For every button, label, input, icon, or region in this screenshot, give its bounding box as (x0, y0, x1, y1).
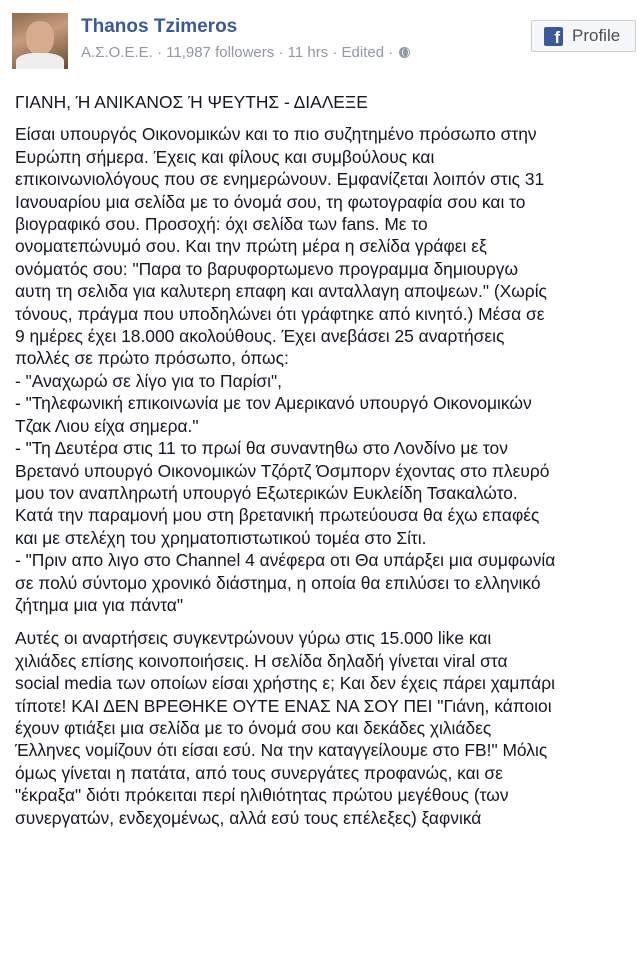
post-text-line: τόνους, πράγμα που υποδηλώνει ότι γράφτηκε από κινητό.) Μέσα σε (15, 303, 545, 324)
post-text-line: "έκραξα" διότι πρόκειται περί ηλιθιότητας πρώτου μεγέθους (των (15, 785, 509, 806)
post-header (0, 0, 640, 80)
post-text-line: αυτη τη σελιδα για καλυτερη επαφη και ανταλλαγη αποψεων." (Χωρίς (15, 281, 547, 302)
post-text-line: Βρετανό υπουργό Οικονομικών Τζόρτζ Όσμπορν έχοντας στο πλευρό (15, 460, 550, 481)
post-text-line: όμως γίνεται η πατάτα, από τους συνεργάτες προφανώς, και σε (15, 762, 503, 783)
globe-icon[interactable] (399, 47, 410, 58)
meta-separator: · (278, 44, 284, 61)
post-text-line: χιλιάδες επίσης κοινοποιήσεις. Η σελίδα δηλαδή γίνεται viral στα (15, 650, 508, 671)
post-text-line: τίποτε! ΚΑΙ ΔΕΝ ΒΡΕΘΗΚΕ ΟΥΤΕ ΕΝΑΣ ΝΑ ΣΟΥ ΠΕΙ "Γιάνη, κάποιοι (15, 695, 552, 716)
meta-separator: · (332, 44, 338, 61)
post-text-line: - "Τηλεφωνική επικοινωνία με τον Αμερικανό υπουργό Οικονομικών (15, 393, 532, 414)
avatar-face (26, 21, 54, 55)
post-text-line: ονόματός σου: "Παρα το βαρυφορτωμενο προγραμμα δημιουργω (15, 258, 519, 279)
post-text-line: Έλληνες νομίζουν ότι είσαι εσύ. Να την καταγγείλουμε στο FB!" Μόλις (15, 740, 548, 761)
post-text-line: Κατά την παραμονή μου στη βρετανική πρωτεύουσα θα έχω επαφές (15, 505, 540, 526)
post-text-line: σε πολύ σύντομο χρονικό διάστημα, η οποία θα επιλύσει το ελληνικό (15, 572, 541, 593)
post-text-line: - "Αναχωρώ σε λίγο για το Παρίσι", (15, 370, 282, 391)
post-text-line: έχουν φτιάξει μια σελίδα με το όνομά σου και δεκάδες χιλιάδες (15, 717, 492, 738)
post-paragraph-1 (15, 123, 635, 616)
avatar-shirt (16, 53, 64, 69)
post-paragraph-2 (15, 627, 635, 829)
post-text-line: ζήτημα μια για πάντα" (15, 594, 184, 615)
post-text-line: πολλές σε πρώτο πρόσωπο, όπως: (15, 348, 289, 369)
profile-button-label: Profile (572, 26, 621, 45)
post-text-line: social media των οποίων είσαι χρήστης ε; Και δεν έχεις πάρει χαμπάρι (15, 673, 555, 694)
author-name[interactable]: Thanos Tzimeros (81, 16, 238, 37)
post-text-line: Ιανουαρίου μια σελίδα με το όνομά σου, τη φωτογραφία σου και το (15, 191, 526, 212)
post-text-line: ονοματεπώνυμό σου. Και την πρώτη μέρα η σελίδα γράφει εξ (15, 236, 487, 257)
post-text-line: Ευρώπη σήμερα. Έχεις και φίλους και συμβούλους και (15, 146, 435, 167)
post-text-line: μου τον αναπληρωτή υπουργό Εξωτερικών Ευκλείδη Τσακαλώτο. (15, 482, 518, 503)
post-text-line: Τζακ Λιου είχα σημερα." (15, 415, 199, 436)
post-text-line: Είσαι υπουργός Οικονομικών και το πιο συζητημένο πρόσωπο στην (15, 124, 537, 145)
profile-button[interactable] (531, 20, 636, 52)
post-text-line: Αυτές οι αναρτήσεις συγκεντρώνουν γύρω στις 15.000 like και (15, 628, 492, 649)
post-text-line: συνεργατών, ενδεχομένως, αλλά εσύ τους επέλεξες) ξαφνικά (15, 807, 482, 828)
post-text-line: - "Πριν απο λιγο στο Channel 4 ανέφερα οτι Θα υπάρξει μια συμφωνία (15, 550, 556, 571)
meta-separator: · (156, 44, 162, 61)
meta-separator: · (388, 44, 394, 61)
post-meta (81, 44, 410, 61)
post-body (15, 91, 635, 840)
post-time[interactable]: 11 hrs (287, 44, 329, 61)
post-text-line: και με στελέχη του χρηματοπιστωτικού τομέα στο Σίτι. (15, 527, 427, 548)
affiliation: Α.Σ.Ο.Ε.Ε. (81, 44, 153, 61)
post-text-line: βιογραφικό σου. Προσοχή: όχι σελίδα των fans. Με το (15, 214, 428, 235)
avatar[interactable] (12, 13, 68, 69)
post-text-line: 9 ημέρες έχει 18.000 ακολούθους. Έχει ανεβάσει 25 αναρτήσεις (15, 326, 505, 347)
facebook-icon: f (544, 27, 563, 46)
followers-count: 11,987 followers (166, 44, 275, 61)
post-title: ΓΙΑΝΗ, Ή ΑΝΙΚΑΝΟΣ Ή ΨΕΥΤΗΣ - ΔΙΑΛΕΞΕ (15, 92, 368, 112)
post-text-line: επικοινωνιολόγους που σε ενημερώνουν. Εμφανίζεται λοιπόν στις 31 (15, 169, 545, 190)
edited-label[interactable]: Edited (341, 44, 385, 61)
post-text-line: - "Τη Δευτέρα στις 11 το πρωί θα συναντηθω στο Λονδίνο με τον (15, 438, 508, 459)
